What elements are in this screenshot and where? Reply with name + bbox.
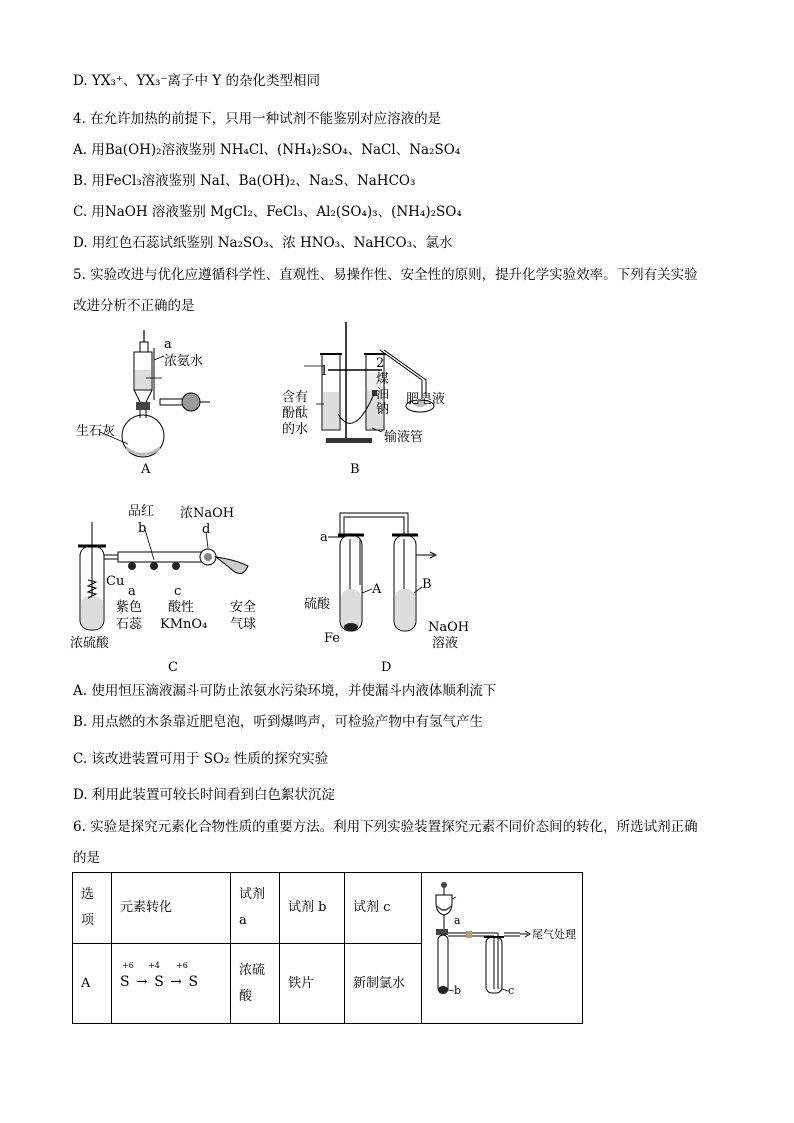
q4-option-c: C. 用NaOH 溶液鉴别 MgCl₂、FeCl₃、Al₂(SO₄)₃、(NH₄)₂SO₄ [73, 204, 462, 220]
row-option: A [73, 944, 112, 1024]
fig-d-label-a: a [320, 530, 328, 545]
q6-stem-line1: 6. 实验是探究元素化合物性质的重要方法。利用下列实验装置探究元素不同价态间的转化，所选试剂正确 [73, 819, 698, 835]
q5-stem-line1: 5. 实验改进与优化应遵循科学性、直观性、易操作性、安全性的原则，提升化学实验效率。下列有关实验 [73, 267, 698, 283]
fig-b-label-water-3: 的水 [282, 422, 309, 437]
figure-a-drawing [70, 320, 240, 480]
q5-stem-line2: 改进分析不正确的是 [73, 298, 195, 314]
fig-d-label-fe: Fe [324, 631, 341, 646]
row-reagent-a-line2: 酸 [239, 988, 253, 1004]
row-reagent-a [231, 944, 280, 1024]
row-reagent-b: 铁片 [280, 944, 345, 1024]
fig-b-label-soap: 肥皂液 [406, 392, 446, 407]
row-conversion [112, 944, 231, 1024]
fig-c-label-litmus-1: 紫色 [116, 600, 143, 615]
figure-b-apparatus [282, 320, 462, 450]
fig-a-caption: A [141, 462, 151, 477]
fig-d-label-B: B [422, 577, 432, 592]
fig-b-label-sodium: 钠 [376, 402, 390, 417]
q6-fig-label-c: c [508, 984, 515, 997]
header-reagent-a-line2: a [239, 913, 247, 929]
q5-option-c: C. 该改进装置可用于 SO₂ 性质的探究实验 [73, 751, 329, 767]
figure-c-apparatus [70, 502, 270, 652]
fig-d-label-naoh-2: 溶液 [432, 636, 459, 651]
fig-b-label-2: 2 [376, 356, 385, 371]
figure-a-apparatus [70, 320, 240, 480]
fig-c-label-ball-2: 气球 [230, 617, 257, 632]
q4-option-b: B. 用FeCl₃溶液鉴别 NaI、Ba(OH)₂、Na₂S、NaHCO₃ [73, 173, 416, 189]
q6-options-table [72, 872, 583, 1024]
fig-c-label-a: a [128, 584, 136, 599]
fig-c-caption: C [168, 660, 178, 675]
fig-c-label-kmno4-2: KMnO₄ [160, 617, 208, 632]
fig-c-label-cu: Cu [106, 574, 125, 589]
fig-c-label-naoh: 浓NaOH [180, 506, 235, 521]
header-reagent-c: 试剂 c [345, 873, 422, 944]
q6-fig-label-a: a [454, 914, 461, 927]
fig-c-label-c: c [174, 584, 182, 599]
fig-c-label-litmus-2: 石蕊 [116, 617, 143, 632]
fig-b-caption: B [350, 462, 360, 477]
q3-option-d: D. YX₃⁺、YX₃⁻离子中 Y 的杂化类型相同 [73, 73, 321, 89]
fig-d-caption: D [381, 660, 392, 675]
fig-b-label-1: 1 [320, 364, 329, 379]
fig-b-label-water-2: 酚酞 [282, 406, 309, 421]
figure-b-drawing [282, 320, 462, 450]
valence-1: +6 [122, 960, 134, 970]
q4-option-a: A. 用Ba(OH)₂溶液鉴别 NH₄Cl、(NH₄)₂SO₄、NaCl、Na₂SO₄ [73, 142, 461, 158]
fig-a-label-ammonia: 浓氨水 [164, 354, 204, 369]
table-header-row [73, 873, 583, 944]
fig-b-label-tube: 输液管 [384, 430, 424, 445]
valence-2: +4 [148, 960, 160, 970]
row-reagent-c: 新制氯水 [345, 944, 422, 1024]
q5-option-b: B. 用点燃的木条靠近肥皂泡，听到爆鸣声，可检验产物中有氢气产生 [73, 714, 484, 730]
q4-stem: 4. 在允许加热的前提下，只用一种试剂不能鉴别对应溶液的是 [73, 111, 442, 127]
q6-apparatus [422, 873, 582, 1023]
q6-fig-label-b: b [454, 984, 462, 997]
header-reagent-a [231, 873, 280, 944]
row-reagent-a-line1: 浓硫 [239, 962, 266, 978]
q5-option-a: A. 使用恒压滴液漏斗可防止浓氨水污染环境，并使漏斗内液体顺利流下 [73, 683, 497, 699]
fig-a-label-lime: 生石灰 [76, 424, 116, 439]
fig-c-label-acid: 浓硫酸 [70, 636, 110, 651]
conversion-formula: S → S → S [120, 973, 200, 990]
fig-c-label-d: d [202, 522, 211, 537]
fig-d-label-acid: 硫酸 [304, 597, 331, 612]
fig-c-label-b: b [138, 521, 147, 536]
header-conversion: 元素转化 [112, 873, 231, 944]
header-option [73, 873, 112, 944]
fig-b-label-kerosene-2: 油 [376, 387, 390, 402]
fig-c-label-pinhong: 品红 [128, 504, 155, 519]
valence-3: +6 [176, 960, 188, 970]
header-reagent-a-line1: 试剂 [239, 887, 266, 903]
figure-d-apparatus [300, 505, 480, 655]
q6-fig-label-tail: 尾气处理 [532, 928, 576, 941]
header-reagent-b: 试剂 b [280, 873, 345, 944]
q6-stem-line2: 的是 [73, 850, 100, 866]
q4-option-d: D. 用红色石蕊试纸鉴别 Na₂SO₃、浓 HNO₃、NaHCO₃、氯水 [73, 235, 453, 251]
q5-option-d: D. 利用此装置可较长时间看到白色絮状沉淀 [73, 787, 335, 803]
fig-a-label-a: a [164, 337, 172, 352]
fig-d-label-naoh-1: NaOH [428, 620, 470, 635]
fig-c-label-ball-1: 安全 [230, 600, 257, 615]
header-option-line2: 项 [81, 913, 95, 929]
fig-c-label-kmno4-1: 酸性 [168, 600, 195, 615]
fig-b-label-kerosene-1: 煤 [376, 372, 390, 387]
q6-apparatus-drawing [422, 873, 582, 1023]
fig-d-label-A: A [372, 582, 382, 597]
header-option-line1: 选 [81, 887, 95, 903]
apparatus-cell [422, 873, 583, 1024]
fig-b-label-water-1: 含有 [282, 390, 309, 405]
